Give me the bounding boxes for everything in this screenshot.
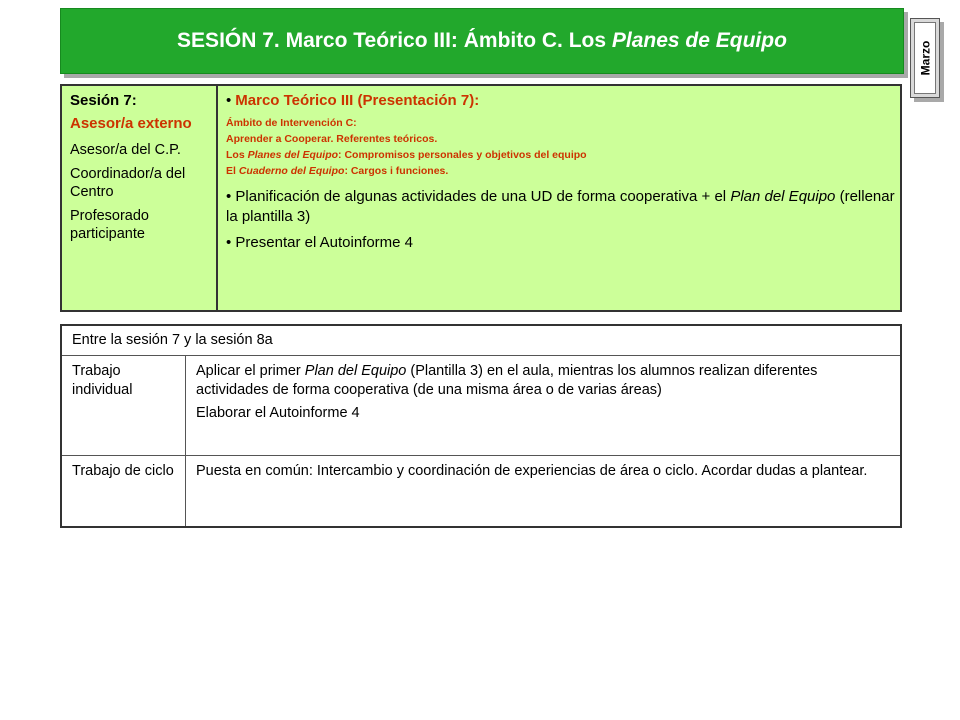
row-label-individual: Trabajo individual: [62, 356, 186, 455]
month-tab: [910, 18, 940, 98]
individual-paragraph-1: [196, 362, 890, 400]
sub-line-4: [226, 163, 896, 179]
bullet-autoinforme: • Presentar el Autoinforme 4: [226, 234, 414, 251]
bullet-marco-teorico: [226, 92, 896, 109]
role-coordinator: Coordinador/a del Centro: [70, 166, 186, 200]
sub-line-2: Aprender a Cooperar. Referentes teóricos.: [226, 133, 438, 145]
between-sessions-table: [60, 324, 902, 528]
sub-line-1: Ámbito de Intervención C:: [226, 117, 357, 129]
session-box: [60, 84, 902, 312]
sub-line-4-it: Cuaderno del Equipo: [238, 165, 345, 177]
ind-p1-post: (Plantilla 3) en el aula, mientras los alumnos realizan diferentes actividades de forma cooperativa (de una misma área o de varias áreas): [196, 363, 818, 398]
role-cp: Asesor/a del C.P.: [70, 142, 181, 158]
session-content: [226, 92, 896, 253]
sub-line-3: [226, 147, 896, 163]
sub-line-3-it: Planes del Equipo: [247, 149, 339, 161]
page-title: [177, 29, 787, 53]
session-header: Sesión 7:: [70, 92, 137, 109]
session-advisor: Asesor/a externo: [70, 115, 192, 132]
sub-line-4-pre: El: [226, 165, 239, 177]
session-participants: [62, 86, 218, 310]
bullet-planificacion: [226, 187, 896, 227]
ind-p1-pre: Aplicar el primer: [196, 363, 305, 379]
individual-paragraph-2: Elaborar el Autoinforme 4: [196, 405, 360, 421]
title-prefix: SESIÓN 7. Marco Teórico III: Ámbito C. Los: [177, 29, 612, 52]
bullet-dot: •: [226, 92, 232, 109]
table-row: [62, 456, 900, 526]
role-teachers: Profesorado participante: [70, 208, 149, 242]
title-banner: [60, 8, 904, 74]
bullet2-post: (rellenar la plantilla 3): [226, 188, 895, 225]
row-content-ciclo: Puesta en común: Intercambio y coordinación de experiencias de área o ciclo. Acordar dudas a plantear.: [196, 463, 868, 479]
row-label-ciclo: Trabajo de ciclo: [62, 456, 186, 526]
between-header: Entre la sesión 7 y la sesión 8a: [62, 326, 900, 356]
sub-line-4-post: : Cargos i funciones.: [344, 165, 449, 177]
ind-p1-it: Plan del Equipo: [304, 363, 407, 379]
row-content-individual: [186, 356, 900, 455]
table-row: [62, 356, 900, 456]
sub-line-3-pre: Los: [226, 149, 248, 161]
title-italic: Planes de Equipo: [611, 29, 787, 52]
sub-line-3-post: : Compromisos personales y objetivos del equipo: [338, 149, 587, 161]
bullet1-title: Marco Teórico III (Presentación 7):: [235, 92, 480, 109]
bullet2-pre: • Planificación de algunas actividades de una UD de forma cooperativa + el: [226, 188, 731, 205]
month-tab-inner: [914, 22, 936, 94]
bullet2-it: Plan del Equipo: [730, 188, 836, 205]
month-tab-label: Marzo: [918, 40, 933, 76]
